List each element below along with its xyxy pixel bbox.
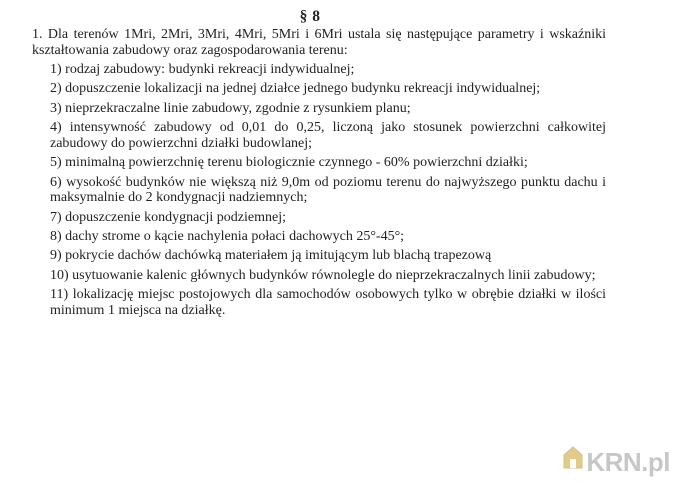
list-item: 11) lokalizację miejsc postojowych dla samochodów osobowych tylko w obrębie działki w ilości minimum 1 miejsca na działkę.: [50, 287, 606, 318]
list-item: 3) nieprzekraczalne linie zabudowy, zgodnie z rysunkiem planu;: [50, 100, 411, 116]
list-item: 8) dachy strome o kącie nachylenia połaci dachowych 25°-45°;: [50, 228, 405, 244]
list-item: 5) minimalną powierzchnię terenu biologicznie czynnego - 60% powierzchni działki;: [50, 155, 528, 171]
list-item: 7) dopuszczenie kondygnacji podziemnej;: [50, 209, 286, 225]
list-item: 2) dopuszczenie lokalizacji na jednej działce jednego budynku rekreacji indywidualnej;: [50, 81, 541, 97]
intro-paragraph: 1. Dla terenów 1Mri, 2Mri, 3Mri, 4Mri, 5Mri i 6Mri ustala się następujące parametry i wskaźniki kształtowania zabudowy oraz zagospodarowania terenu:: [32, 27, 606, 58]
list-item: 6) wysokość budynków nie większą niż 9,0m od poziomu terenu do najwyższego punktu dachu i maksymalnie do 2 kondygnacji nadziemnych;: [50, 174, 606, 206]
krn-watermark: [562, 445, 670, 478]
list-item: 1) rodzaj zabudowy: budynki rekreacji indywidualnej;: [50, 61, 355, 77]
watermark-text: KRN.pl: [586, 446, 670, 477]
list-item: 10) usytuowanie kalenic głównych budynków równolegle do nieprzekraczalnych linii zabudowy;: [50, 267, 596, 283]
parameter-list: [32, 62, 606, 318]
document-body: [32, 27, 606, 318]
list-item: 4) intensywność zabudowy od 0,01 do 0,25, liczoną jako stosunek powierzchni całkowitej zabudowy do powierzchni działki budowlanej;: [50, 120, 606, 151]
section-heading: § 8: [299, 8, 321, 25]
house-icon: [562, 445, 586, 478]
list-item: 9) pokrycie dachów dachówką materiałem ją imitującym lub blachą trapezową: [50, 248, 492, 264]
